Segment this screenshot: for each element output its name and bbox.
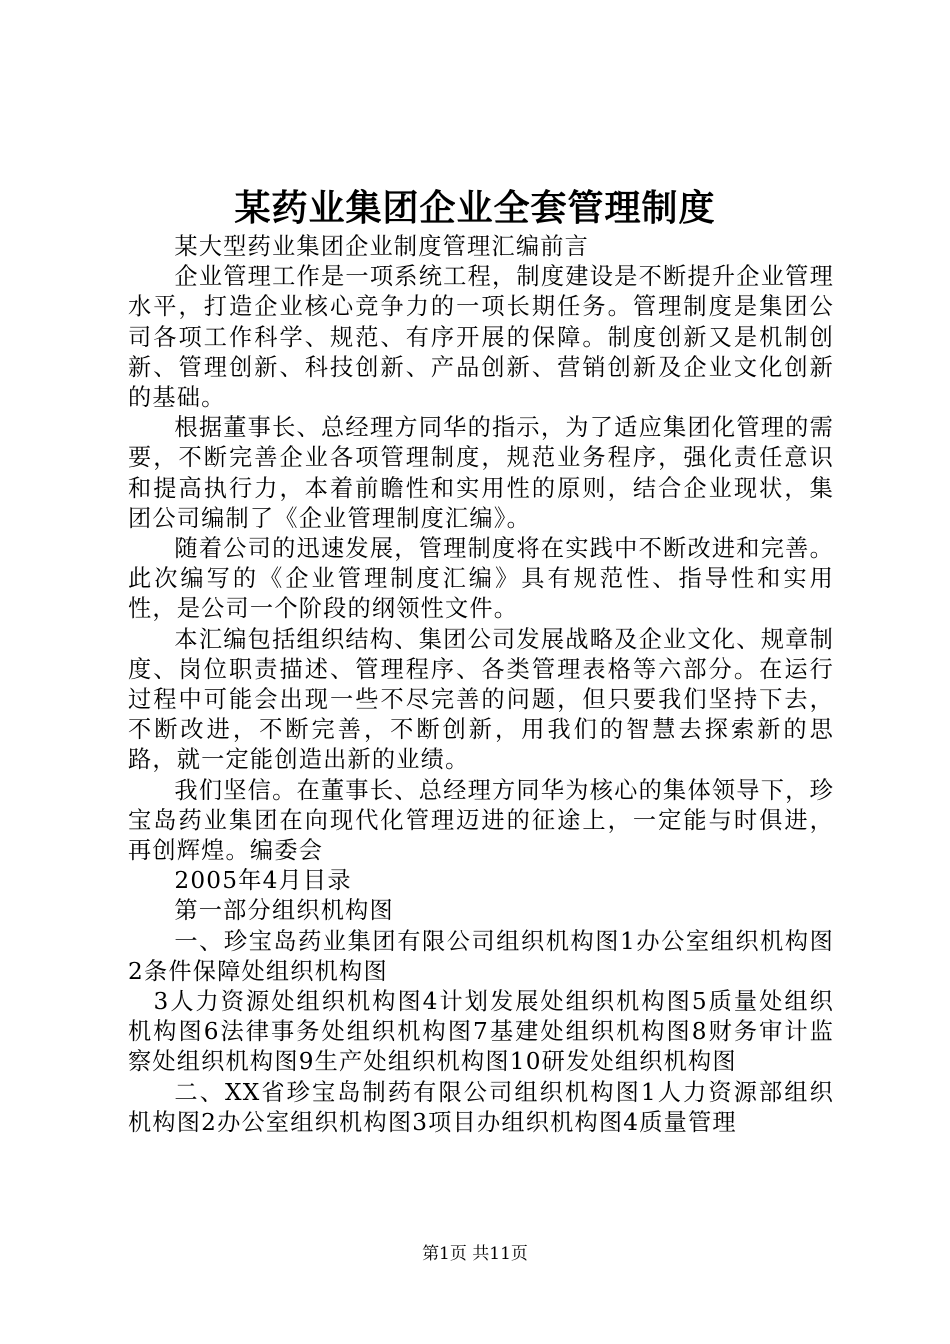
date-and-toc-heading: 2005年4月目录 (174, 867, 352, 895)
toc-item-pharma-company: 二、XX省珍宝岛制药有限公司组织机构图1人力资源部组织机构图2办公室组织机构图3项目办组织机构图4质量管理 (128, 1078, 834, 1136)
paragraph-intro: 企业管理工作是一项系统工程，制度建设是不断提升企业管理水平，打造企业核心竞争力的一项长期任务。管理制度是集团公司各项工作科学、规范、有序开展的保障。制度创新又是机制创新、管理创新、科技创新、产品创新、营销创新及企业文化创新的基础。 (128, 263, 834, 412)
toc-item-group-company: 一、珍宝岛药业集团有限公司组织机构图1办公室组织机构图2条件保障处组织机构图 (128, 927, 834, 985)
page-number: 第1页 共11页 (422, 1244, 528, 1264)
part-one-heading: 第一部分组织机构图 (174, 897, 394, 925)
toc-item-departments: 3人力资源处组织机构图4计划发展处组织机构图5质量处组织机构图6法律事务处组织机构图7基建处组织机构图8财务审计监察处组织机构图9生产处组织机构图10研发处组织机构图 (128, 988, 834, 1076)
paragraph-contents: 本汇编包括组织结构、集团公司发展战略及企业文化、规章制度、岗位职责描述、管理程序、各类管理表格等六部分。在运行过程中可能会出现一些不尽完善的问题，但只要我们坚持下去，不断改进，不断完善，不断创新，用我们的智慧去探索新的思路，就一定能创造出新的业绩。 (128, 625, 834, 774)
document-title: 某药业集团企业全套管理制度 (234, 187, 716, 229)
paragraph-purpose: 根据董事长、总经理方同华的指示，为了适应集团化管理的需要，不断完善企业各项管理制度，规范业务程序，强化责任意识和提高执行力，本着前瞻性和实用性的原则，结合企业现状，集团公司编制了《企业管理制度汇编》。 (128, 414, 834, 532)
preface-heading: 某大型药业集团企业制度管理汇编前言 (174, 233, 589, 260)
paragraph-development: 随着公司的迅速发展，管理制度将在实践中不断改进和完善。此次编写的《企业管理制度汇编》具有规范性、指导性和实用性，是公司一个阶段的纲领性文件。 (128, 535, 834, 623)
paragraph-conclusion: 我们坚信。在董事长、总经理方同华为核心的集体领导下，珍宝岛药业集团在向现代化管理迈进的征途上，一定能与时俱进，再创辉煌。编委会 (128, 776, 834, 865)
document-body (128, 232, 834, 1138)
